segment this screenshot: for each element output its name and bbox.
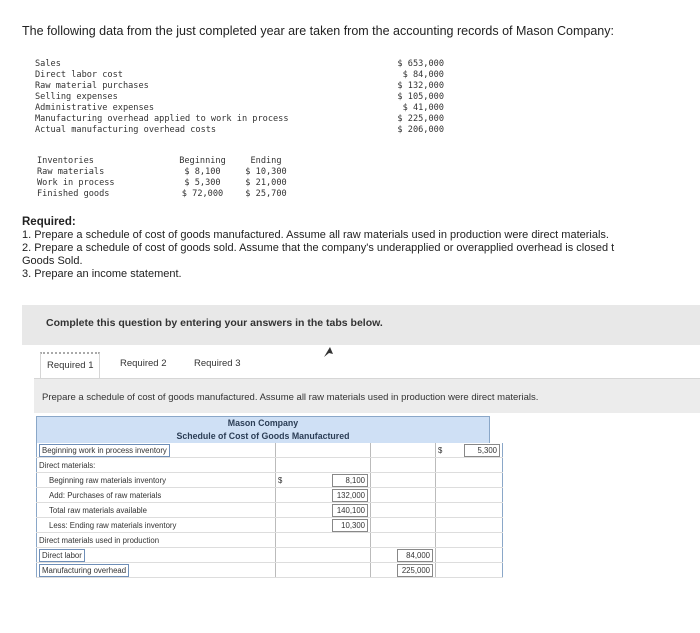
account-label: Raw material purchases xyxy=(35,81,149,91)
table-cell: Finished goods xyxy=(37,189,110,199)
table-row xyxy=(37,488,503,503)
table-row xyxy=(37,503,503,518)
dollar-sign: $ xyxy=(278,475,283,485)
prompt-bar xyxy=(34,379,700,413)
account-label: Direct labor cost xyxy=(35,70,123,80)
schedule-header xyxy=(36,416,490,443)
table-row xyxy=(37,563,503,578)
account-value: $ 41,000 xyxy=(402,103,444,113)
overhead-input[interactable]: 225,000 xyxy=(397,564,433,577)
column-header: Beginning xyxy=(179,156,226,166)
dollar-sign: $ xyxy=(438,445,443,455)
cogm-schedule xyxy=(36,416,497,578)
account-data-values xyxy=(386,59,444,136)
required-item: 3. Prepare an income statement. xyxy=(22,268,182,280)
direct-labor-input[interactable]: 84,000 xyxy=(397,549,433,562)
account-value: $ 105,000 xyxy=(397,92,444,102)
required-item: Goods Sold. xyxy=(22,255,83,267)
total-raw-input[interactable]: 140,100 xyxy=(332,504,368,517)
table-row xyxy=(37,189,296,200)
account-label: Sales xyxy=(35,59,61,69)
table-row xyxy=(37,167,296,178)
account-label: Selling expenses xyxy=(35,92,118,102)
account-value: $ 206,000 xyxy=(397,125,444,135)
inventories-table xyxy=(37,156,296,200)
beg-wip-label[interactable]: Beginning work in process inventory xyxy=(39,444,170,457)
account-value: $ 132,000 xyxy=(397,81,444,91)
overhead-label[interactable]: Manufacturing overhead xyxy=(39,564,129,577)
required-instructions xyxy=(22,216,700,281)
account-label: Actual manufacturing overhead costs xyxy=(35,125,217,135)
table-cell: $ 10,300 xyxy=(245,167,287,177)
table-row xyxy=(37,533,503,548)
tab-required-2[interactable]: Required 2 xyxy=(120,358,167,369)
table-row xyxy=(37,518,503,533)
account-value: $ 84,000 xyxy=(402,70,444,80)
table-cell: Raw materials xyxy=(37,167,105,177)
purchases-label[interactable]: Add: Purchases of raw materials xyxy=(49,490,162,500)
prompt-text: Prepare a schedule of cost of goods manufactured. Assume all raw materials used in production were direct materials. xyxy=(42,392,539,403)
table-row xyxy=(37,458,503,473)
table-row xyxy=(37,548,503,563)
table-row xyxy=(37,473,503,488)
table-cell: $ 8,100 xyxy=(184,167,221,177)
table-cell: Work in process xyxy=(37,178,115,188)
tab-required-1[interactable]: Required 1 xyxy=(40,352,100,378)
account-label: Administrative expenses xyxy=(35,103,154,113)
intro-text: The following data from the just completed year are taken from the accounting records of Mason Company: xyxy=(22,24,614,38)
beg-raw-label[interactable]: Beginning raw materials inventory xyxy=(49,475,167,485)
schedule-company: Mason Company xyxy=(227,418,299,428)
account-label: Manufacturing overhead applied to work in process xyxy=(35,114,289,124)
account-value: $ 225,000 xyxy=(397,114,444,124)
table-cell: $ 25,700 xyxy=(245,189,287,199)
required-title: Required: xyxy=(22,216,76,228)
direct-materials-label: Direct materials: xyxy=(39,460,96,470)
ending-raw-label[interactable]: Less: Ending raw materials inventory xyxy=(49,520,177,530)
dm-used-label: Direct materials used in production xyxy=(39,535,160,545)
beg-raw-input[interactable]: 8,100 xyxy=(332,474,368,487)
table-cell: $ 5,300 xyxy=(184,178,221,188)
account-data-labels xyxy=(35,59,289,136)
direct-labor-label[interactable]: Direct labor xyxy=(39,549,85,562)
beg-wip-input[interactable]: 5,300 xyxy=(464,444,500,457)
tab-bar xyxy=(34,352,700,378)
account-value: $ 653,000 xyxy=(397,59,444,69)
table-row xyxy=(37,443,503,458)
banner-text: Complete this question by entering your answers in the tabs below. xyxy=(46,317,383,329)
table-row xyxy=(37,178,296,189)
schedule-title: Schedule of Cost of Goods Manufactured xyxy=(176,431,350,441)
table-cell: $ 21,000 xyxy=(245,178,287,188)
ending-raw-input[interactable]: 10,300 xyxy=(332,519,368,532)
table-row xyxy=(37,156,296,167)
required-item: 2. Prepare a schedule of cost of goods sold. Assume that the company's underapplied or overapplied overhead is closed t xyxy=(22,242,615,254)
table-cell: $ 72,000 xyxy=(181,189,224,199)
total-raw-label: Total raw materials available xyxy=(49,505,147,515)
column-header: Inventories xyxy=(37,156,94,166)
column-header: Ending xyxy=(250,156,282,166)
purchases-input[interactable]: 132,000 xyxy=(332,489,368,502)
required-item: 1. Prepare a schedule of cost of goods manufactured. Assume all raw materials used in production were direct materials. xyxy=(22,229,609,241)
instruction-banner xyxy=(22,305,700,345)
tab-required-3[interactable]: Required 3 xyxy=(194,358,241,369)
